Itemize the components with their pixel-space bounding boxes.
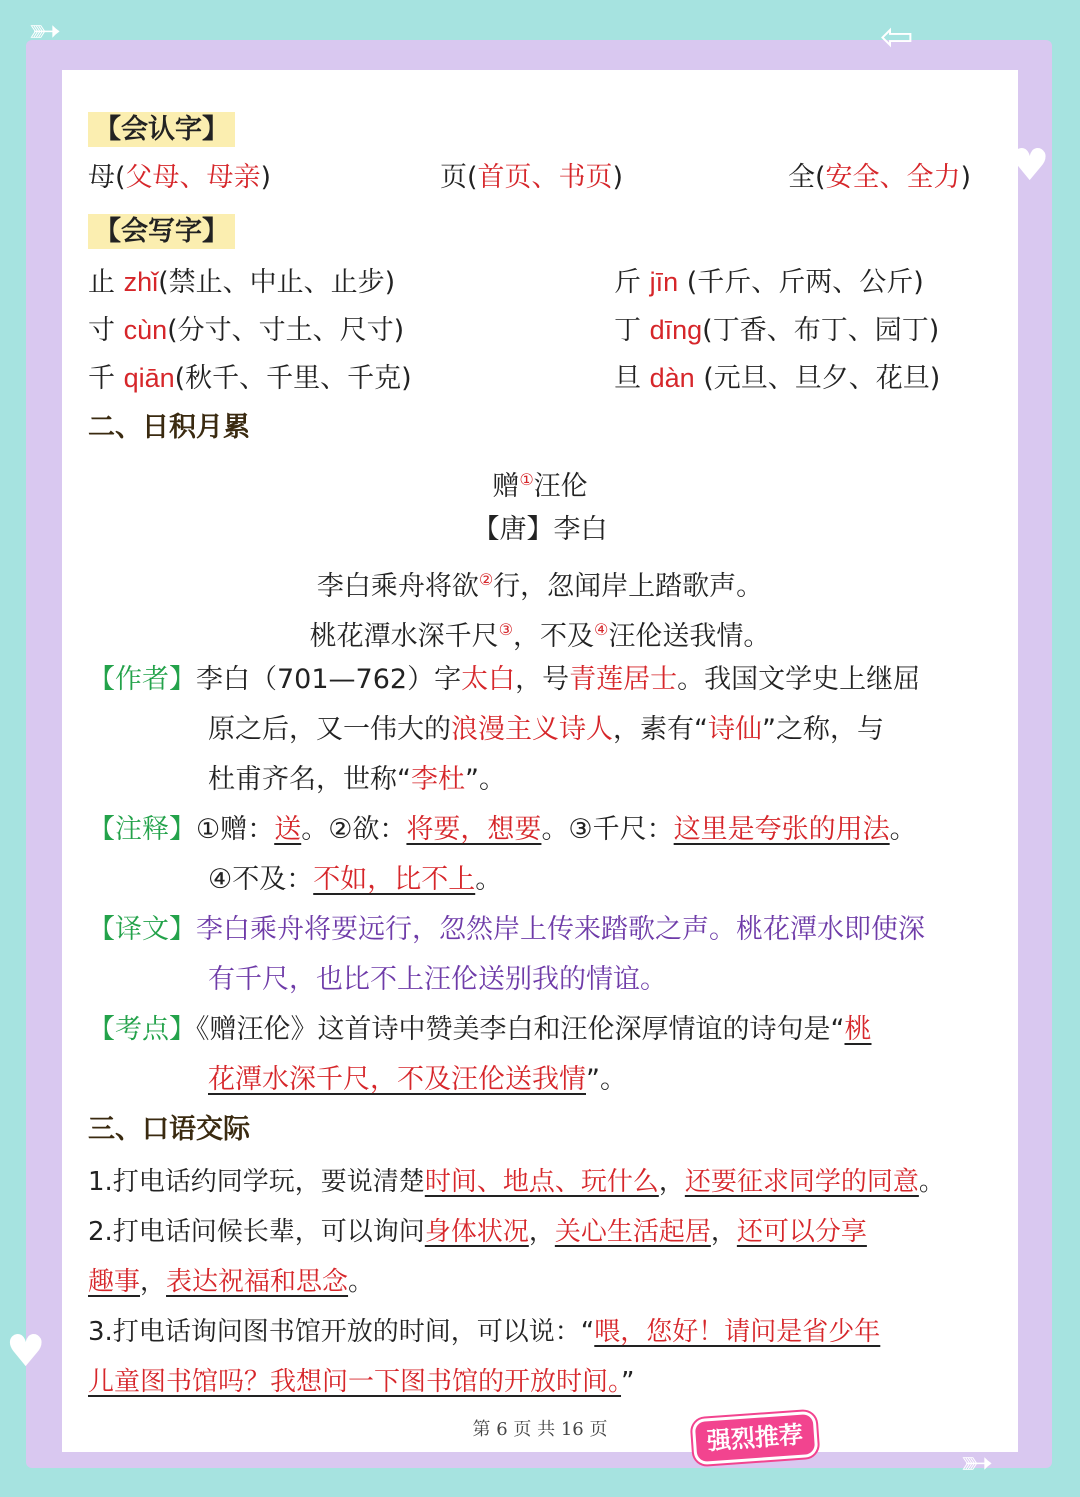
author-line-1: 【作者】李白（701—762）字太白，号青莲居士。我国文学史上继屈 [88, 664, 921, 695]
heart-left-icon: ♥ [6, 1326, 46, 1377]
recognize-heading: 【会认字】 [88, 110, 235, 150]
oral-item-3-line-2: 儿童图书馆吗？我想问一下图书馆的开放时间。” [88, 1367, 635, 1397]
write-item: 丁 dīng(丁香、布丁、园丁) [614, 315, 940, 346]
write-item: 旦 dàn (元旦、旦夕、花旦) [614, 363, 941, 394]
note-line-2: ④不及：不如，比不上。 [208, 864, 503, 895]
recognize-item-2: 页(首页、书页) [440, 162, 624, 193]
oral-item-2-line-2: 趣事，表达祝福和思念。 [88, 1267, 375, 1297]
write-item: 寸 cùn(分寸、寸土、尺寸) [88, 315, 405, 346]
section-heading-2: 二、日积月累 [88, 412, 250, 443]
write-item: 止 zhǐ(禁止、中止、止步) [88, 267, 396, 298]
oral-item-1: 1.打电话约同学玩，要说清楚时间、地点、玩什么，还要征求同学的同意。 [88, 1167, 945, 1197]
page-number: 第 6 页 共 16 页 [472, 1419, 608, 1440]
translation-line-1: 【译文】李白乘舟将要远行，忽然岸上传来踏歌之声。桃花潭水即使深 [88, 914, 925, 945]
exam-point-line-2: 花潭水深千尺，不及汪伦送我情”。 [208, 1064, 627, 1095]
write-item: 千 qiān(秋千、千里、千克) [88, 363, 412, 394]
section-heading-3: 三、口语交际 [88, 1114, 250, 1145]
exam-point-line-1: 【考点】《赠汪伦》这首诗中赞美李白和汪伦深厚情谊的诗句是“桃 [88, 1014, 872, 1045]
arrow-top-left-icon: ➳ [28, 8, 62, 54]
note-line-1: 【注释】①赠：送。②欲：将要，想要。③千尺：这里是夸张的用法。 [88, 814, 917, 845]
write-heading: 【会写字】 [88, 212, 235, 252]
poem-line-2: 桃花潭水深千尺③，不及④汪伦送我情。 [309, 620, 771, 652]
translation-line-2: 有千尺，也比不上汪伦送别我的情谊。 [208, 964, 667, 995]
recommend-stamp: 强烈推荐 [695, 1414, 816, 1462]
write-item: 斤 jīn (千斤、斤两、公斤) [614, 267, 924, 298]
author-line-2: 原之后，又一伟大的浪漫主义诗人，素有“诗仙”之称，与 [208, 714, 884, 745]
recognize-item-3: 全(安全、全力) [788, 162, 972, 193]
oral-item-3-line-1: 3.打电话询问图书馆开放的时间，可以说：“喂，您好！请问是省少年 [88, 1317, 881, 1347]
heart-right-icon: ♥ [1010, 140, 1050, 191]
oral-item-2-line-1: 2.打电话问候长辈，可以询问身体状况，关心生活起居，还可以分享 [88, 1217, 867, 1247]
arrow-bottom-right-icon: ➳ [960, 1440, 994, 1486]
recognize-item-1: 母(父母、母亲) [88, 162, 272, 193]
author-line-3: 杜甫齐名，世称“李杜”。 [208, 764, 506, 795]
arrow-top-right-icon: ⇦ [880, 14, 914, 60]
poem-line-1: 李白乘舟将欲②行，忽闻岸上踏歌声。 [316, 570, 764, 602]
poem-title: 赠①汪伦 [492, 470, 588, 502]
poem-author: 【唐】李白 [472, 514, 608, 545]
